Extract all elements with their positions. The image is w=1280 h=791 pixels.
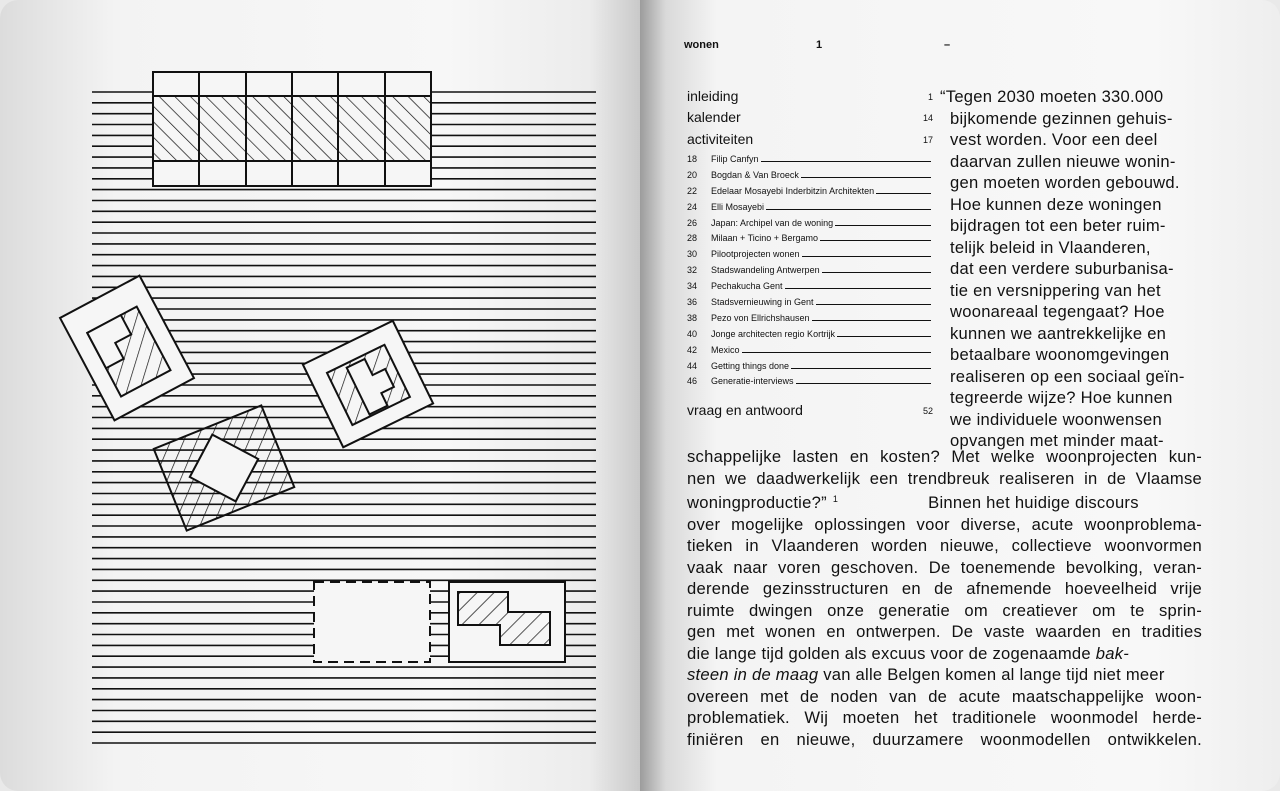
header-dash: –: [944, 39, 951, 51]
text-line: bijdragen tot een beter ruim-: [950, 216, 1166, 235]
leader-line: [796, 376, 931, 384]
text-line: gen met wonen en ontwerpen. De vaste waarden en tradities: [687, 622, 1202, 641]
text-line: daarvan zullen nieuwe wonin-: [950, 151, 1176, 171]
section-label: wonen: [684, 39, 719, 51]
main-body-text: [687, 446, 1202, 750]
leader-line: [761, 154, 931, 162]
text-line: dat een verdere suburbanisa-: [950, 259, 1174, 278]
text-line: opvangen met minder maat-: [950, 431, 1164, 450]
toc-item[interactable]: [687, 345, 931, 361]
toc-item-title: Filip Canfyn: [711, 154, 759, 164]
text-line-mixed: [687, 489, 1202, 514]
text-line: schappelijke lasten en kosten? Met welke woonprojecten kun-: [687, 447, 1202, 466]
paragraph-start: Binnen het huidige discours: [928, 493, 1139, 512]
toc-item-page: 28: [687, 233, 698, 244]
quote-end: woningproductie?”: [687, 493, 827, 512]
text-line: Hoe kunnen deze woningen: [950, 194, 1162, 214]
text-line: betaalbare woonomgevingen: [950, 345, 1170, 364]
toc-item-title: Edelaar Mosayebi Inderbitzin Architekten: [711, 185, 875, 196]
toc-item-page: 36: [687, 297, 698, 308]
toc-item-page: 20: [687, 169, 698, 180]
leader-line: [816, 297, 931, 305]
toc-item-title: Bogdan & Van Broeck: [711, 169, 799, 180]
text-line: tegreerde wijze? Hoe kunnen: [950, 388, 1173, 407]
toc-item-page: 30: [687, 249, 698, 260]
leader-line: [822, 265, 931, 273]
toc-item-title: Mexico: [711, 344, 740, 355]
toc-item[interactable]: [687, 361, 931, 377]
toc-entry-vraag-en-antwoord[interactable]: [687, 402, 933, 418]
toc-item-page: 32: [687, 265, 698, 276]
toc-item[interactable]: [687, 186, 931, 202]
toc-page: 1: [927, 92, 933, 102]
text-line-mixed: [687, 643, 1202, 665]
house-4: [449, 582, 565, 662]
leader-line: [835, 218, 931, 226]
toc-entry-inleiding[interactable]: [687, 88, 933, 104]
text-run: van alle Belgen komen al lange tijd niet meer: [823, 665, 1165, 684]
text-line: vest worden. Voor een deel: [950, 130, 1158, 149]
toc-item-page: 34: [687, 281, 698, 292]
toc-item[interactable]: [687, 154, 931, 170]
toc-item[interactable]: [687, 265, 931, 281]
leader-line: [802, 249, 931, 257]
toc-item-title: Stadsvernieuwing in Gent: [711, 297, 814, 308]
toc-label: kalender: [687, 109, 741, 125]
toc-item[interactable]: [687, 297, 931, 313]
text-run: die lange tijd golden als excuus voor de zogenaamde: [687, 643, 1091, 663]
toc-item-page: 18: [687, 154, 698, 164]
text-line: finiëren en nieuwe, duurzamere woonmodellen ontwikkelen.: [687, 729, 1202, 749]
text-line: bijkomende gezinnen gehuis-: [950, 108, 1173, 128]
toc-entry-kalender[interactable]: [687, 109, 933, 125]
toc-page: 14: [922, 113, 933, 123]
text-line: gen moeten worden gebouwd.: [950, 173, 1180, 192]
leader-line: [812, 313, 931, 321]
footnote-marker: 1: [832, 494, 839, 504]
toc-label: activiteiten: [687, 131, 754, 147]
toc-item-page: 42: [687, 344, 698, 355]
top-row-block: [153, 72, 431, 186]
text-line: derende gezinsstructuren en de afnemende hoeveelheid vrije: [687, 579, 1202, 598]
toc-item-title: Elli Mosayebi: [711, 201, 765, 212]
italic-text: steen in de maag: [687, 665, 819, 684]
leader-line: [837, 329, 931, 337]
text-line: woonareaal tegengaat? Hoe: [950, 302, 1165, 321]
text-line: tieken in Vlaanderen worden nieuwe, collectieve woonvormen: [687, 536, 1202, 555]
toc-page: 52: [922, 406, 933, 416]
toc-item[interactable]: [687, 170, 931, 186]
toc-item-title: Pezo von Ellrichshausen: [711, 312, 810, 323]
italic-text: bak-: [1095, 643, 1130, 663]
toc-label: inleiding: [687, 88, 739, 104]
text-line-mixed: [687, 664, 1202, 686]
toc-item[interactable]: [687, 313, 931, 329]
toc-item-page: 22: [687, 185, 698, 196]
text-line: problematiek. Wij moeten het traditionele woonmodel herde-: [687, 708, 1202, 727]
toc-item-title: Getting things done: [711, 360, 790, 371]
intro-quote: [940, 86, 1202, 452]
toc-item[interactable]: [687, 233, 931, 249]
leader-line: [766, 202, 931, 210]
toc-item-page: 40: [687, 328, 698, 339]
text-line: we individuele woonwensen: [950, 409, 1162, 429]
toc-item-page: 24: [687, 201, 698, 212]
leader-line: [876, 186, 931, 194]
text-line: “Tegen 2030 moeten 330.000: [940, 87, 1164, 106]
toc-item-title: Japan: Archipel van de woning: [711, 217, 834, 228]
toc-item-title: Generatie-interviews: [711, 376, 794, 387]
text-line: overeen met de noden van de acute maatschappelijke woon-: [687, 686, 1202, 706]
toc-page: 17: [922, 135, 933, 145]
leader-line: [742, 345, 931, 353]
rotated-house-3: [154, 405, 295, 530]
page-number: 1: [816, 39, 823, 51]
text-line: tie en versnippering van het: [950, 280, 1161, 300]
toc-item-title: Pechakucha Gent: [711, 281, 783, 292]
leader-line: [820, 233, 931, 241]
toc-item[interactable]: [687, 329, 931, 345]
toc-item[interactable]: [687, 218, 931, 234]
leader-line: [791, 361, 931, 369]
text-line: telijk beleid in Vlaanderen,: [950, 237, 1151, 257]
toc-item-title: Pilootprojecten wonen: [711, 249, 800, 260]
toc-item-page: 46: [687, 376, 698, 387]
text-line: over mogelijke oplossingen voor diverse, acute woonproblema-: [687, 514, 1202, 534]
leader-line: [801, 170, 931, 178]
toc-activity-list: [687, 154, 931, 392]
toc-item-page: 44: [687, 360, 698, 371]
toc-item[interactable]: [687, 281, 931, 297]
toc-label: vraag en antwoord: [687, 402, 803, 418]
dashed-empty-lot: [314, 582, 430, 662]
toc-item-title: Jonge architecten regio Kortrijk: [711, 328, 836, 339]
toc-item-page: 38: [687, 312, 698, 323]
toc-item-title: Stadswandeling Antwerpen: [711, 265, 820, 276]
leader-line: [785, 281, 931, 289]
text-line: kunnen we aantrekkelijke en: [950, 323, 1167, 343]
toc-item-title: Milaan + Ticino + Bergamo: [711, 233, 819, 244]
toc-item[interactable]: [687, 376, 931, 392]
toc-entry-activiteiten[interactable]: [687, 131, 933, 147]
text-line: vaak naar voren geschoven. De toenemende bevolking, veran-: [687, 557, 1202, 577]
text-line: realiseren op een sociaal geïn-: [950, 366, 1185, 386]
toc-item[interactable]: [687, 249, 931, 265]
text-line: ruimte dwingen onze generatie om creatiever om te sprin-: [687, 600, 1202, 620]
text-line: nen we daadwerkelijk een trendbreuk realiseren in de Vlaamse: [687, 468, 1202, 488]
toc-item-page: 26: [687, 217, 698, 228]
toc-item[interactable]: [687, 202, 931, 218]
